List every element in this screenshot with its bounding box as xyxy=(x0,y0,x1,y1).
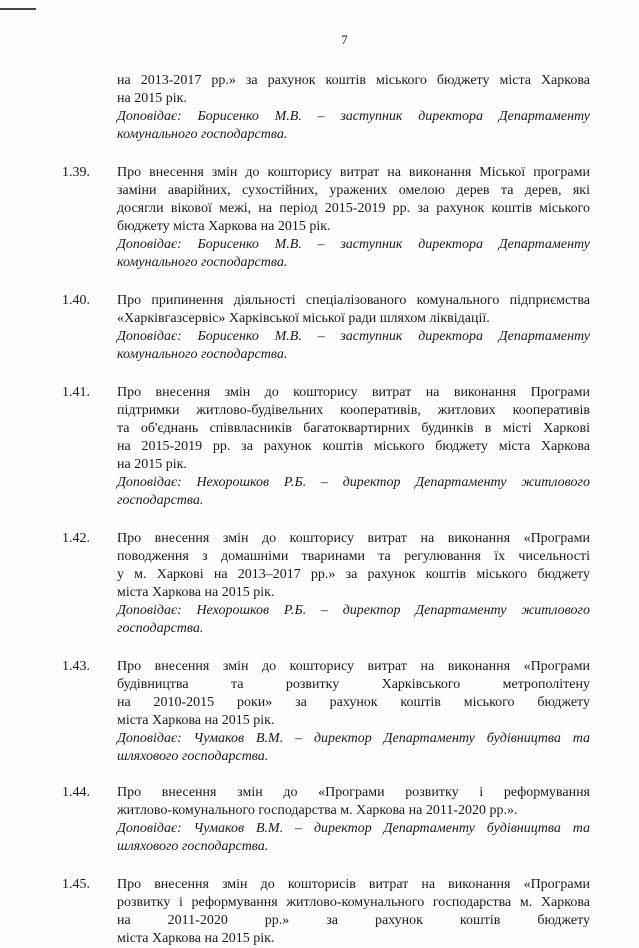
item-title-line: Про припинення діяльності спеціалізованого комунального підприємства xyxy=(117,293,590,308)
item-title-line: Про внесення змін до кошторисів витрат на виконання «Програми xyxy=(117,877,590,892)
page-number: 7 xyxy=(341,32,348,47)
item-number: 1.44. xyxy=(62,785,90,800)
item-title-line: міста Харкова на 2015 рік. xyxy=(117,713,275,728)
item-title-line: Про внесення змін до кошторису витрат на виконання Міської програми xyxy=(117,165,590,180)
speaker-line: Доповідає: Чумаков В.М. – директор Департаменту будівництва та xyxy=(117,731,590,746)
speaker-line: Доповідає: Борисенко М.В. – заступник директора Департаменту xyxy=(117,329,590,344)
speaker-line: Доповідає: Борисенко М.В. – заступник директора Департаменту xyxy=(117,109,590,124)
speaker-line: господарства. xyxy=(117,493,204,508)
item-title-line: розвитку і реформування житлово-комунального господарства м. Харкова xyxy=(117,895,590,910)
item-title-line: Про внесення змін до кошторису витрат на виконання Програми xyxy=(117,385,590,400)
item-title-line: у м. Харкові на 2013–2017 рр.» за рахунок коштів міського бюджету xyxy=(117,567,590,582)
item-body xyxy=(117,658,590,766)
agenda-item xyxy=(62,658,590,766)
item-number xyxy=(62,72,117,144)
speaker-line: шляхового господарства. xyxy=(117,839,269,854)
item-title-line: на 2010-2015 роки» за рахунок коштів міського бюджету xyxy=(117,695,590,710)
item-title-line: будівництва та розвитку Харківського метрополітену xyxy=(117,677,590,692)
item-title-line: «Харківгазсервіс» Харківської міської ради шляхом ліквідації. xyxy=(117,311,490,326)
item-title-line: підтримки житлово-будівельних кооперативів, житлових кооперативів xyxy=(117,403,590,418)
speaker-line: шляхового господарства. xyxy=(117,749,269,764)
item-body xyxy=(117,292,590,364)
item-title-line: на 2015-2019 рр. за рахунок коштів міського бюджету міста Харкова xyxy=(117,439,590,454)
item-body xyxy=(117,530,590,638)
item-number: 1.42. xyxy=(62,531,90,546)
item-title-line: міста Харкова на 2015 рік. xyxy=(117,585,275,600)
item-title-line: Про внесення змін до кошторису витрат на виконання «Програми xyxy=(117,531,590,546)
speaker-line: комунального господарства. xyxy=(117,347,288,362)
agenda-item xyxy=(62,784,590,856)
item-title-line: житлово-комунального господарства м. Харкова на 2011-2020 рр.». xyxy=(117,803,518,818)
agenda-item xyxy=(62,530,590,638)
item-title-line: досягли вікової межі, на період 2015-2019 рр. за рахунок коштів міського xyxy=(117,201,590,216)
item-title-line: на 2013-2017 рр.» за рахунок коштів міського бюджету міста Харкова xyxy=(117,73,590,88)
agenda-item xyxy=(62,384,590,510)
item-number: 1.41. xyxy=(62,385,90,400)
item-title-line: Про внесення змін до «Програми розвитку і реформування xyxy=(117,785,590,800)
speaker-line: Доповідає: Нехорошков Р.Б. – директор Департаменту житлового xyxy=(117,603,590,618)
agenda-item xyxy=(62,164,590,272)
agenda-list xyxy=(62,52,590,948)
item-number: 1.45. xyxy=(62,877,90,892)
item-body xyxy=(117,72,590,144)
item-title-line: Про внесення змін до кошторису витрат на виконання «Програми xyxy=(117,659,590,674)
scan-mark xyxy=(0,8,36,10)
speaker-line: комунального господарства. xyxy=(117,127,288,142)
item-body xyxy=(117,164,590,272)
agenda-item xyxy=(62,72,590,144)
speaker-line: Доповідає: Борисенко М.В. – заступник директора Департаменту xyxy=(117,237,590,252)
item-body xyxy=(117,876,590,948)
item-number: 1.43. xyxy=(62,659,90,674)
item-title-line: на 2015 рік. xyxy=(117,457,187,472)
item-title-line: на 2015 рік. xyxy=(117,91,187,106)
speaker-line: господарства. xyxy=(117,621,204,636)
item-title-line: міста Харкова на 2015 рік. xyxy=(117,931,275,946)
item-title-line: бюджету міста Харкова на 2015 рік. xyxy=(117,219,331,234)
agenda-item xyxy=(62,292,590,364)
speaker-line: комунального господарства. xyxy=(117,255,288,270)
speaker-line: Доповідає: Чумаков В.М. – директор Департаменту будівництва та xyxy=(117,821,590,836)
item-body xyxy=(117,784,590,856)
item-title-line: заміни аварійних, сухостійних, уражених омелою дерев та дерев, які xyxy=(117,183,590,198)
item-title-line: та об'єднань співвласників багатоквартирних будинків в місті Харкові xyxy=(117,421,590,436)
item-title-line: поводження з домашніми тваринами та регулювання їх чисельності xyxy=(117,549,590,564)
item-number: 1.39. xyxy=(62,165,90,180)
item-number: 1.40. xyxy=(62,293,90,308)
agenda-item xyxy=(62,876,590,948)
speaker-line: Доповідає: Нехорошков Р.Б. – директор Департаменту житлового xyxy=(117,475,590,490)
item-title-line: на 2011-2020 рр.» за рахунок коштів бюджету xyxy=(117,913,590,928)
item-body xyxy=(117,384,590,510)
